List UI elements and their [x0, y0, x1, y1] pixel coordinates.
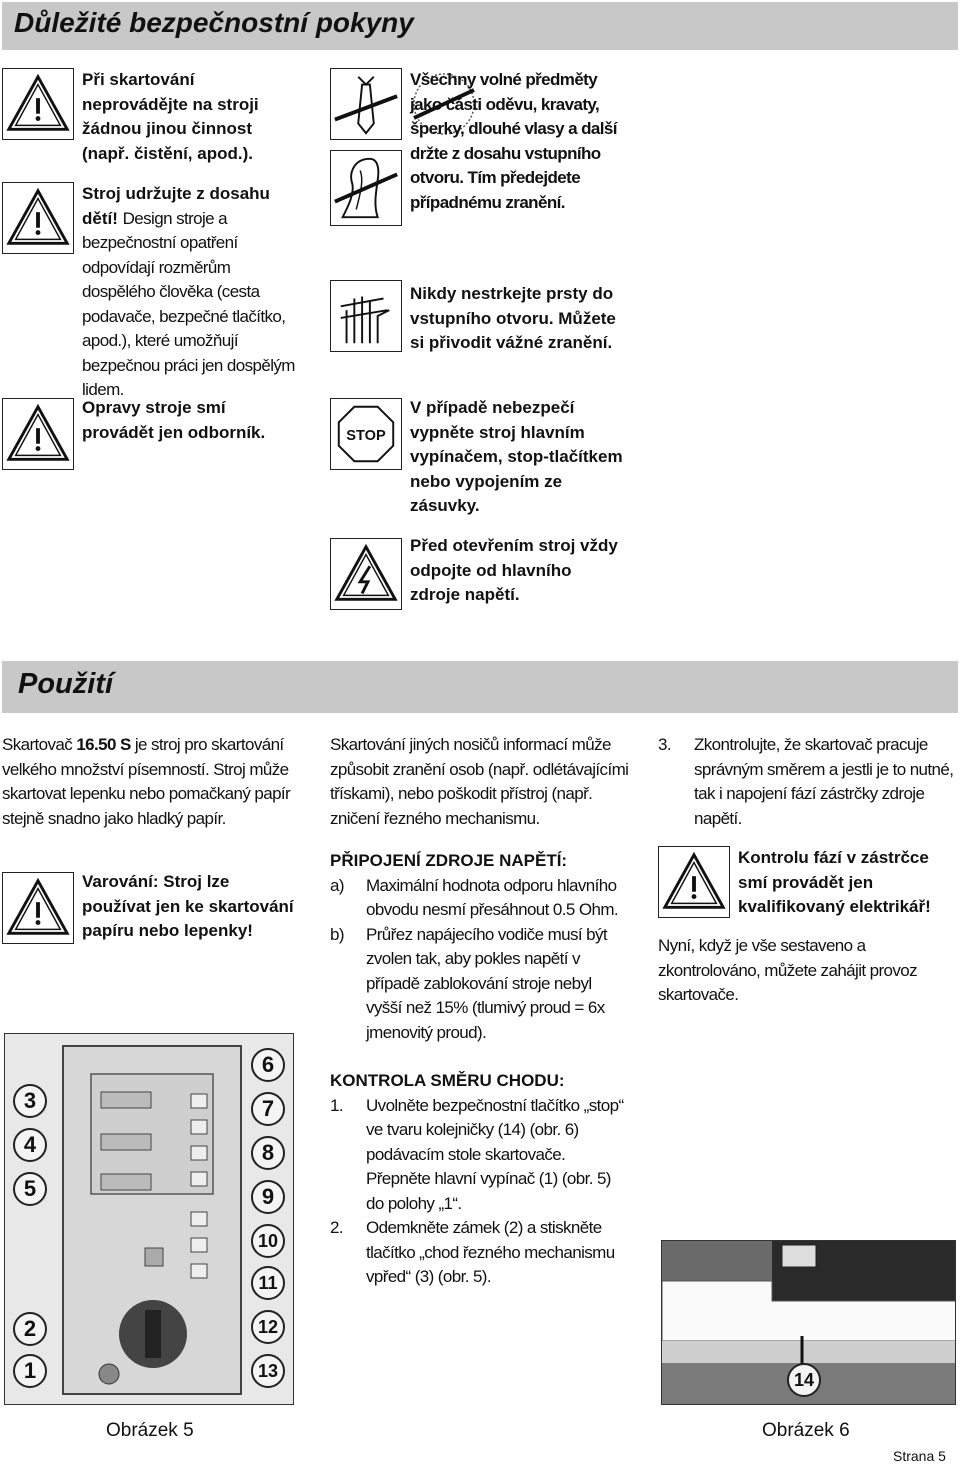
- safety-note-repairs: Opravy stroje smí provádět jen odborník.: [82, 398, 266, 442]
- callout-14: 14: [787, 1363, 821, 1397]
- ready-to-operate-text: Nyní, když je vše sestaveno a zkontrolováno, můžete zahájit provoz skartovače.: [658, 936, 918, 1004]
- callout-2: 2: [13, 1312, 47, 1346]
- usage-column-3: [658, 733, 954, 831]
- other-media-warning: Skartování jiných nosičů informací může způsobit zranění osob (např. odlétávajícími třískami), nebo poškodit přístroj (např. zničení řezného mechanismu.: [330, 735, 629, 828]
- warning-triangle-icon: [2, 398, 74, 470]
- safety-note-disconnect: Před otevřením stroj vždy odpojte od hlavního zdroje napětí.: [410, 536, 618, 604]
- figure-6-caption: Obrázek 6: [762, 1420, 850, 1441]
- safety-note-loose-items: [410, 68, 625, 215]
- safety-note-no-other-work: Při skartování neprovádějte na stroji žádnou jinou činnost (např. čistění, apod.).: [82, 70, 259, 163]
- callout-1: 1: [13, 1354, 47, 1388]
- callout-13: 13: [251, 1354, 285, 1388]
- electrician-warning: Kontrolu fází v zástrčce smí provádět jen kvalifikovaný elektrikář!: [738, 848, 931, 916]
- safety-note-fingers: Nikdy nestrkejte prsty do vstupního otvoru. Můžete si přivodit vážné zranění.: [410, 284, 616, 352]
- page-number: Strana 5: [893, 1448, 946, 1464]
- paper-only-warning: Varování: Stroj lze používat jen ke skartování papíru nebo lepenky!: [82, 872, 294, 940]
- warning-triangle-icon: [658, 846, 730, 918]
- warning-triangle-icon: [2, 68, 74, 140]
- safety-note-emergency: V případě nebezpečí vypněte stroj hlavním vypínačem, stop-tlačítkem nebo vypojením ze zásuvky.: [410, 398, 623, 515]
- callout-12: 12: [251, 1310, 285, 1344]
- tie-icon: [330, 68, 402, 140]
- loose-items-text: Všechny volné předměty jako části oděvu, kravaty, šperky, dlouhé vlasy a další držte z dosahu vstupního otvoru. Tím předejdete případnému zranění.: [410, 70, 617, 212]
- callout-3: 3: [13, 1084, 47, 1118]
- safety-note-children: [82, 182, 297, 403]
- callout-5: 5: [13, 1172, 47, 1206]
- figure-5-control-panel: [4, 1033, 294, 1405]
- direction-step-2: 2. Odemkněte zámek (2) a stiskněte tlačítko „chod řezného mechanismu vpřed“ (3) (obr. 5).: [330, 1218, 615, 1286]
- usage-intro-b: je stroj pro skartování velkého množství písemností. Stroj může skartovat lepenku nebo pomačkaný papír stejně snadno jako hladký papír.: [2, 735, 291, 828]
- power-connection-title: PŘIPOJENÍ ZDROJE NAPĚTÍ:: [330, 851, 568, 870]
- direction-step-3: 3. Zkontrolujte, že skartovač pracuje správným směrem a jestli je to nutné, tak i napojení fází zástrčky zdroje napětí.: [658, 735, 954, 828]
- figure-6-feed-table: [661, 1240, 956, 1405]
- usage-band: [2, 661, 958, 713]
- callout-6: 6: [251, 1048, 285, 1082]
- long-hair-icon: [330, 150, 402, 226]
- direction-step-1: 1. Uvolněte bezpečnostní tlačítko „stop“ ve tvaru kolejničky (14) (obr. 6) podávacím stole skartovače. Přepněte hlavní vypínač (1) (obr. 5) do polohy „1“.: [330, 1095, 624, 1213]
- warning-triangle-icon: [2, 182, 74, 254]
- header-band: [2, 2, 958, 50]
- model-name: 16.50 S: [76, 735, 131, 754]
- usage-intro: [2, 733, 294, 831]
- callout-9: 9: [251, 1180, 285, 1214]
- warning-triangle-icon: [2, 872, 74, 944]
- high-voltage-icon: [330, 538, 402, 610]
- callout-10: 10: [251, 1224, 285, 1258]
- figure-5-caption: Obrázek 5: [106, 1420, 194, 1441]
- callout-7: 7: [251, 1092, 285, 1126]
- children-warning-text: Design stroje a bezpečnostní opatření odpovídají rozměrům dospělého člověka (cesta podavače, bezpečné tlačítko, apod.), které umožňují bezpečnou práci jen dospělým lidem.: [82, 208, 295, 399]
- power-item-a: a) Maximální hodnota odporu hlavního obvodu nesmí přesáhnout 0.5 Ohm.: [330, 875, 619, 919]
- hand-icon: [330, 280, 402, 352]
- power-item-b: b) Průřez napájecího vodiče musí být zvolen tak, aby pokles napětí v případě zablokování stroje nebyl vyšší než 15% (tlumivý proud = 6x jmenovitý proud).: [330, 924, 608, 1042]
- callout-4: 4: [13, 1128, 47, 1162]
- stop-sign-icon: [330, 398, 402, 470]
- children-warning-bold: Stroj udržujte z dosahu dětí!: [82, 184, 270, 228]
- callout-8: 8: [251, 1136, 285, 1170]
- callout-11: 11: [251, 1266, 285, 1300]
- stop-sign-label: STOP: [346, 427, 386, 444]
- page-title: Důležité bezpečnostní pokyny: [14, 7, 414, 38]
- usage-column-2: [330, 733, 630, 1290]
- direction-check-title: KONTROLA SMĚRU CHODU:: [330, 1071, 565, 1090]
- usage-title: Použití: [18, 668, 114, 700]
- usage-intro-a: Skartovač: [2, 735, 77, 754]
